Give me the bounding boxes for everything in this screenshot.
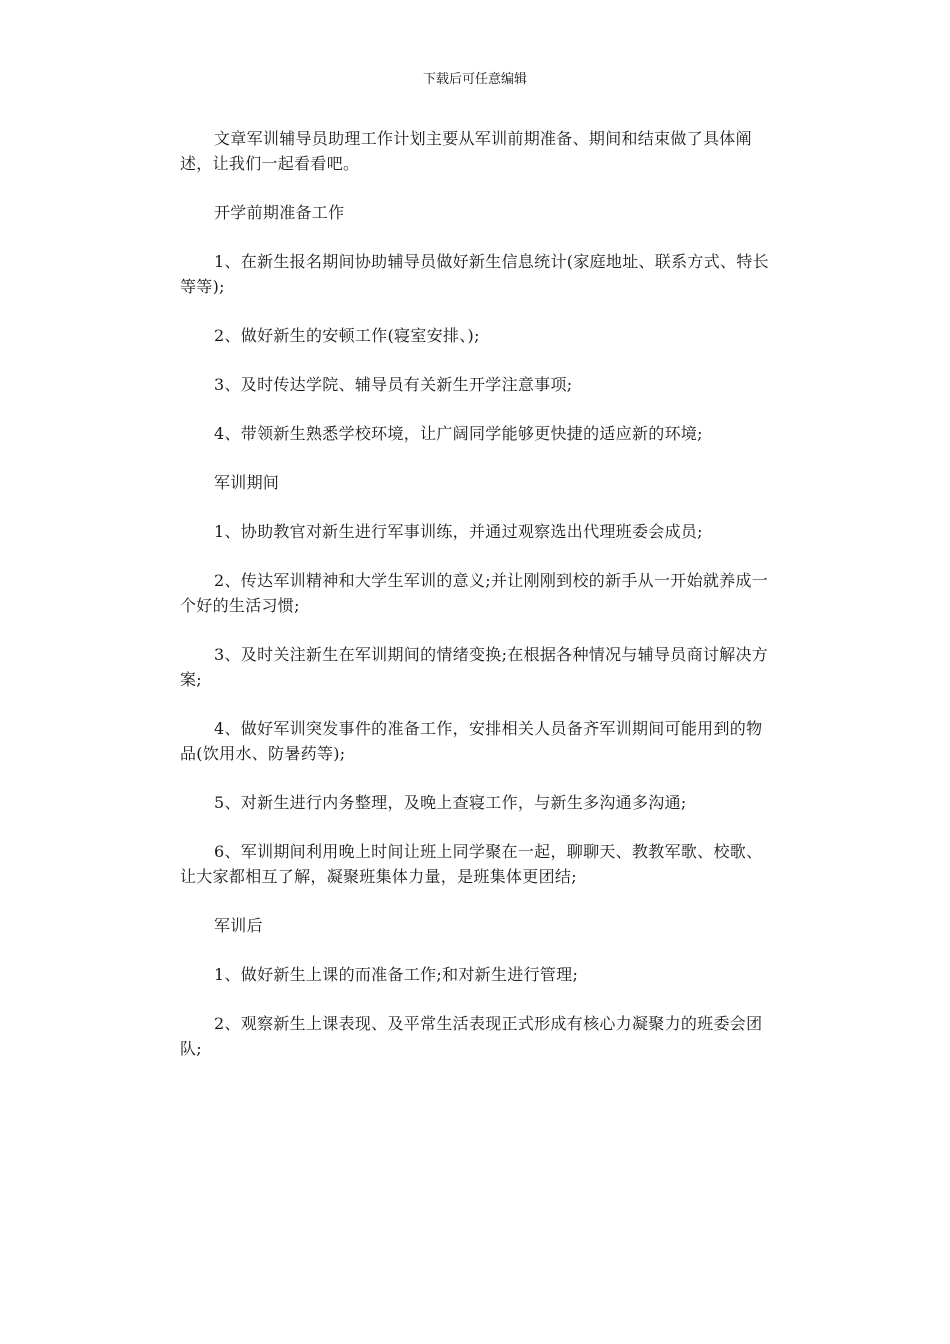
list-item: 6、军训期间利用晚上时间让班上同学聚在一起，聊聊天、教教军歌、校歌、让大家都相互了解，凝聚班集体力量，是班集体更团结; [180, 842, 763, 886]
page-header: 下载后可任意编辑 [422, 72, 527, 87]
list-item: 3、及时传达学院、辅导员有关新生开学注意事项; [214, 375, 573, 394]
list-item: 4、带领新生熟悉学校环境，让广阔同学能够更快捷的适应新的环境; [214, 424, 703, 443]
list-item: 4、做好军训突发事件的准备工作，安排相关人员备齐军训期间可能用到的物品(饮用水、防暑药等); [180, 719, 763, 763]
list-item: 1、做好新生上课的而准备工作;和对新生进行管理; [214, 965, 579, 984]
list-item: 2、做好新生的安顿工作(寝室安排、); [214, 326, 480, 345]
list-item: 2、观察新生上课表现、及平常生活表现正式形成有核心力凝聚力的班委会团队; [180, 1014, 763, 1058]
section-heading-after-training: 军训后 [214, 916, 263, 935]
list-item: 5、对新生进行内务整理，及晚上查寝工作，与新生多沟通多沟通; [214, 793, 687, 812]
list-item: 3、及时关注新生在军训期间的情绪变换;在根据各种情况与辅导员商讨解决方案; [180, 645, 769, 689]
list-item: 2、传达军训精神和大学生军训的意义;并让刚刚到校的新手从一开始就养成一个好的生活习惯; [180, 571, 769, 615]
section-heading-during-training: 军训期间 [214, 473, 280, 492]
intro-paragraph: 文章军训辅导员助理工作计划主要从军训前期准备、期间和结束做了具体阐述，让我们一起看看吧。 [180, 129, 752, 173]
list-item: 1、在新生报名期间协助辅导员做好新生信息统计(家庭地址、联系方式、特长等等); [180, 252, 769, 296]
section-heading-pre-semester: 开学前期准备工作 [214, 203, 345, 222]
list-item: 1、协助教官对新生进行军事训练，并通过观察选出代理班委会成员; [214, 522, 703, 541]
document-body [180, 126, 778, 1085]
